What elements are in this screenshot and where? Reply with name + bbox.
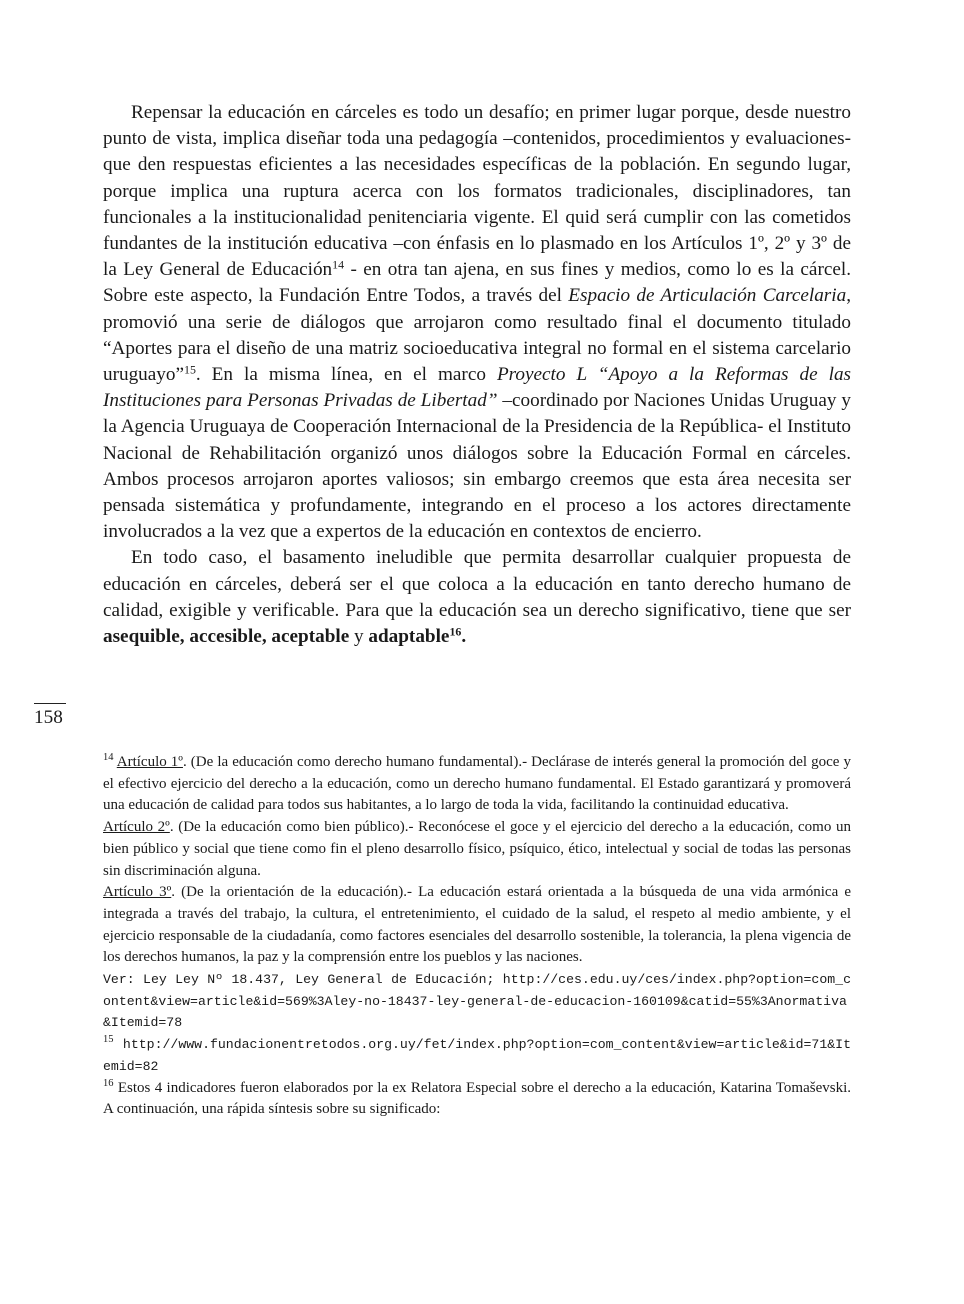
page-number: 158 [34, 707, 63, 728]
footnote-ref[interactable]: 15 [184, 362, 196, 377]
footnote-14-article-2: Artículo 2º. (De la educación como bien público).- Reconócese el goce y el ejercicio del derecho a la educación, como un bien público y social que tiene como fin el pleno desarrollo físico, psíquico, ético, intelectual y social de todas las personas sin discriminación alguna. [103, 819, 852, 879]
footnote-14: $^{14}$ Artículo 1º. (De la educación como derecho humano fundamental).- Declárase de interés general la promoción del goce y el efectivo ejercicio del derecho a la educación, como un derecho humano fundamental. El Estado garantizará y promoverá una educación de calidad para todos sus habitantes, a lo largo de toda la vida, facilitando la continuidad educativa. [103, 752, 851, 814]
footnote-16: $^{16}$ Estos 4 indicadores fueron elaborados por la ex Relatora Especial sobre el derecho a la educación, Katarina Tomaševski. A continuación, una rápida síntesis sobre su significado: [103, 1077, 851, 1118]
footnote-ref[interactable]: 16 [449, 624, 462, 639]
footnote-14-reference[interactable]: Ver: Ley Ley Nº 18.437, Ley General de Educación; http://ces.edu.uy/ces/index.php?option=com_content&view=article&id=569%3Aley-no-18437-ley-general-de-educacion-160109&catid=55%3Anormativa&Itemid=78 [103, 972, 851, 1031]
footnote-15: $^{15}$ http://www.fundacionentretodos.org.uy/fet/index.php?option=com_content&view=article&id=71&Itemid=82 [103, 1034, 851, 1074]
main-text [103, 100, 851, 650]
body-paragraph: Repensar la educación en cárceles es todo un desafío; en primer lugar porque, desde nuestro punto de vista, implica diseñar toda una pedagogía –contenidos, procedimientos y evaluaciones- que den respuestas eficientes a las necesidades específicas de la población. En segundo lugar, porque implica una ruptura acerca con los formatos tradicionales, disciplinadores, tan funcionales a la institucionalidad penitenciaria vigente. El quid será cumplir con las cometidos fundantes de la institución educativa –con énfasis en lo plasmado en los Artículos 1º, 2º y 3º de la Ley General de Educación$^{14}$ - en otra tan ajena, en sus fines y medios, como lo es la cárcel. Sobre este aspecto, la Fundación Entre Todos, a través del Espacio de Articulación Carcelaria, promovió una serie de diálogos que arrojaron como resultado final el documento titulado “Aportes para el diseño de una matriz socioeducativa integral no formal en el sistema carcelario uruguayo”$^{15}$. En la misma línea, en el marco Proyecto L “Apoyo a la Reformas de las Instituciones para Personas Privadas de Libertad” –coordinado por Naciones Unidas Uruguay y la Agencia Uruguaya de Cooperación Internacional de la Presidencia de la República- el Instituto Nacional de Rehabilitación organizó unos diálogos sobre la Educación Formal en cárceles. Ambos procesos arrojaron aportes valiosos; sin embargo creemos que esta área necesita ser pensada sistemática y profundamente, integrando en el proceso a los actores directamente involucrados a la vez que a expertos de la educación en contextos de encierro. [103, 102, 852, 543]
footnote-14-article-3: Artículo 3º. (De la orientación de la educación).- La educación estará orientada a la búsqueda de una vida armónica e integrada a través del trabajo, la cultura, el entretenimiento, el cuidado de la salud, el respeto al medio ambiente, y el ejercicio responsable de la ciudadanía, como factores esenciales del desarrollo sostenible, la tolerancia, la plena vigencia de los derechos humanos, la paz y la comprensión entre los pueblos y las naciones. [103, 884, 852, 966]
footnote-ref[interactable]: 14 [332, 257, 345, 272]
body-paragraph: En todo caso, el basamento ineludible que permita desarrollar cualquier propuesta de educación en cárceles, deberá ser el que coloca a la educación en tanto derecho humano de calidad, exigible y verificable. Para que la educación sea un derecho significativo, tiene que ser asequible, accesible, aceptable y adaptable$^{16}$. [103, 547, 851, 648]
footnote-15-link[interactable]: http://www.fundacionentretodos.org.uy/fet/index.php?option=com_content&view=article&id=71&Itemid=82 [103, 1037, 851, 1074]
page-number-rule [34, 703, 66, 704]
footnotes [103, 752, 851, 1121]
